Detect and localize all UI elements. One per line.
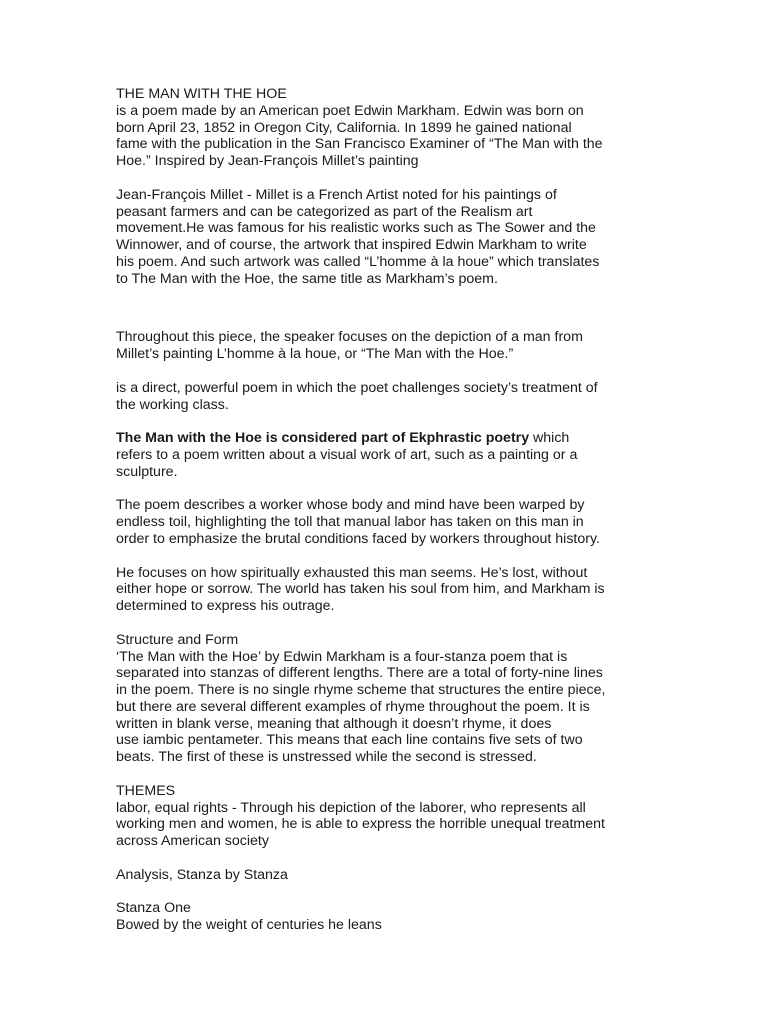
intro-line: Hoe.” Inspired by Jean-François Millet’s painting bbox=[116, 153, 419, 170]
stanza-line: Bowed by the weight of centuries he leans bbox=[116, 917, 382, 934]
document-title: THE MAN WITH THE HOE bbox=[116, 86, 287, 102]
structure-line: but there are several different examples of rhyme throughout the poem. It is bbox=[116, 698, 590, 715]
analysis-heading: Analysis, Stanza by Stanza bbox=[116, 866, 288, 883]
ekphrastic-line: sculpture. bbox=[116, 463, 178, 480]
ekphrastic-bold-text: The Man with the Hoe is considered part of Ekphrastic poetry bbox=[116, 430, 530, 447]
millet-line: to The Man with the Hoe, the same title as Markham’s poem. bbox=[116, 270, 498, 287]
direct-line: is a direct, powerful poem in which the poet challenges society’s treatment of bbox=[116, 379, 598, 396]
structure-heading: Structure and Form bbox=[116, 631, 239, 648]
describes-line: The poem describes a worker whose body and mind have been warped by bbox=[116, 497, 585, 514]
structure-line: use iambic pentameter. This means that each line contains five sets of two bbox=[116, 732, 583, 749]
paragraph-gap bbox=[116, 884, 656, 901]
millet-line: Jean-François Millet - Millet is a French Artist noted for his paintings of bbox=[116, 186, 557, 203]
intro-line: born April 23, 1852 in Oregon City, California. In 1899 he gained national bbox=[116, 119, 572, 136]
describes-line: endless toil, highlighting the toll that manual labor has taken on this man in bbox=[116, 514, 584, 531]
themes-line: across American society bbox=[116, 833, 269, 850]
speaker-line: Throughout this piece, the speaker focuses on the depiction of a man from bbox=[116, 329, 583, 346]
themes-heading: THEMES bbox=[116, 782, 176, 799]
focuses-line: He focuses on how spiritually exhausted this man seems. He’s lost, without bbox=[116, 564, 588, 581]
stanza-heading: Stanza One bbox=[116, 900, 191, 917]
paragraph-gap bbox=[116, 548, 656, 565]
paragraph-gap bbox=[116, 766, 656, 783]
paragraph-gap bbox=[116, 288, 656, 313]
structure-line: beats. The first of these is unstressed while the second is stressed. bbox=[116, 749, 537, 766]
intro-line: fame with the publication in the San Francisco Examiner of “The Man with the bbox=[116, 136, 603, 153]
focuses-line: either hope or sorrow. The world has taken his soul from him, and Markham is bbox=[116, 581, 605, 598]
structure-line: written in blank verse, meaning that although it doesn’t rhyme, it does bbox=[116, 715, 552, 732]
structure-line: ‘The Man with the Hoe’ by Edwin Markham is a four-stanza poem that is bbox=[116, 648, 568, 665]
ekphrastic-text: which bbox=[529, 430, 570, 447]
paragraph-gap bbox=[116, 850, 656, 867]
millet-line: peasant farmers and can be categorized as part of the Realism art bbox=[116, 203, 533, 220]
direct-line: the working class. bbox=[116, 396, 229, 413]
paragraph-gap bbox=[116, 363, 656, 380]
paragraph-gap bbox=[116, 413, 656, 430]
paragraph-gap bbox=[116, 170, 656, 187]
structure-line: separated into stanzas of different lengths. There are a total of forty-nine lines bbox=[116, 665, 603, 682]
document-body bbox=[116, 86, 656, 934]
millet-line: movement.He was famous for his realistic works such as The Sower and the bbox=[116, 220, 596, 237]
paragraph-gap bbox=[116, 615, 656, 632]
paragraph-gap bbox=[116, 313, 656, 330]
themes-line: labor, equal rights - Through his depiction of the laborer, who represents all bbox=[116, 799, 586, 816]
ekphrastic-line bbox=[116, 430, 656, 447]
ekphrastic-line: refers to a poem written about a visual work of art, such as a painting or a bbox=[116, 446, 578, 463]
structure-line: in the poem. There is no single rhyme scheme that structures the entire piece, bbox=[116, 682, 606, 699]
themes-line: working men and women, he is able to express the horrible unequal treatment bbox=[116, 816, 605, 833]
millet-line: his poem. And such artwork was called “L’homme à la houe” which translates bbox=[116, 253, 600, 270]
focuses-line: determined to express his outrage. bbox=[116, 598, 335, 615]
paragraph-gap bbox=[116, 481, 656, 498]
describes-line: order to emphasize the brutal conditions faced by workers throughout history. bbox=[116, 530, 600, 547]
millet-line: Winnower, and of course, the artwork that inspired Edwin Markham to write bbox=[116, 237, 587, 254]
speaker-line: Millet’s painting L’homme à la houe, or “The Man with the Hoe.” bbox=[116, 346, 514, 363]
intro-line: is a poem made by an American poet Edwin Markham. Edwin was born on bbox=[116, 102, 584, 119]
